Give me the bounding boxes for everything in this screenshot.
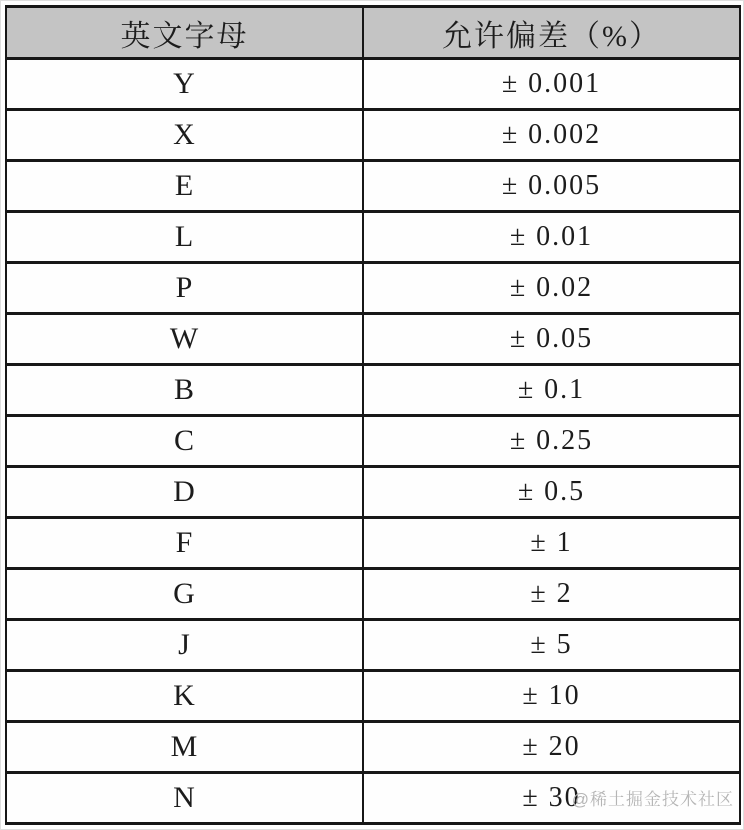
tolerance-table bbox=[5, 5, 741, 825]
table-row bbox=[6, 212, 740, 263]
deviation-cell: ± 20 bbox=[363, 722, 740, 773]
deviation-cell: ± 0.05 bbox=[363, 314, 740, 365]
table-row bbox=[6, 416, 740, 467]
watermark: @稀土掘金技术社区 bbox=[571, 790, 734, 809]
deviation-cell: ± 0.001 bbox=[363, 59, 740, 110]
letter-cell: N bbox=[6, 773, 363, 824]
letter-cell: Y bbox=[6, 59, 363, 110]
deviation-cell: ± 0.01 bbox=[363, 212, 740, 263]
table-row bbox=[6, 773, 740, 824]
header-row bbox=[6, 7, 740, 59]
table-body bbox=[6, 59, 740, 824]
table-row bbox=[6, 569, 740, 620]
letter-cell: C bbox=[6, 416, 363, 467]
table-row bbox=[6, 314, 740, 365]
deviation-cell: ± 0.25 bbox=[363, 416, 740, 467]
column-header-letter: 英文字母 bbox=[6, 7, 363, 59]
table-row bbox=[6, 110, 740, 161]
letter-cell: E bbox=[6, 161, 363, 212]
deviation-cell: ± 0.1 bbox=[363, 365, 740, 416]
letter-cell: F bbox=[6, 518, 363, 569]
deviation-cell: ± 1 bbox=[363, 518, 740, 569]
table-header bbox=[6, 7, 740, 59]
deviation-cell: ± 10 bbox=[363, 671, 740, 722]
table-row bbox=[6, 722, 740, 773]
letter-cell: X bbox=[6, 110, 363, 161]
deviation-cell: ± 5 bbox=[363, 620, 740, 671]
table-row bbox=[6, 263, 740, 314]
deviation-cell: ± 0.5 bbox=[363, 467, 740, 518]
table-row bbox=[6, 365, 740, 416]
letter-cell: M bbox=[6, 722, 363, 773]
deviation-cell: ± 0.02 bbox=[363, 263, 740, 314]
letter-cell: D bbox=[6, 467, 363, 518]
letter-cell: W bbox=[6, 314, 363, 365]
letter-cell: B bbox=[6, 365, 363, 416]
table-row bbox=[6, 467, 740, 518]
table-row bbox=[6, 671, 740, 722]
letter-cell: L bbox=[6, 212, 363, 263]
letter-cell: P bbox=[6, 263, 363, 314]
letter-cell: K bbox=[6, 671, 363, 722]
deviation-cell: ± 2 bbox=[363, 569, 740, 620]
table-row bbox=[6, 59, 740, 110]
deviation-cell: ± 30 bbox=[363, 773, 740, 824]
deviation-cell: ± 0.005 bbox=[363, 161, 740, 212]
table-row bbox=[6, 518, 740, 569]
column-header-deviation: 允许偏差（%） bbox=[363, 7, 740, 59]
letter-cell: G bbox=[6, 569, 363, 620]
table-row bbox=[6, 161, 740, 212]
letter-cell: J bbox=[6, 620, 363, 671]
table-row bbox=[6, 620, 740, 671]
deviation-cell: ± 0.002 bbox=[363, 110, 740, 161]
